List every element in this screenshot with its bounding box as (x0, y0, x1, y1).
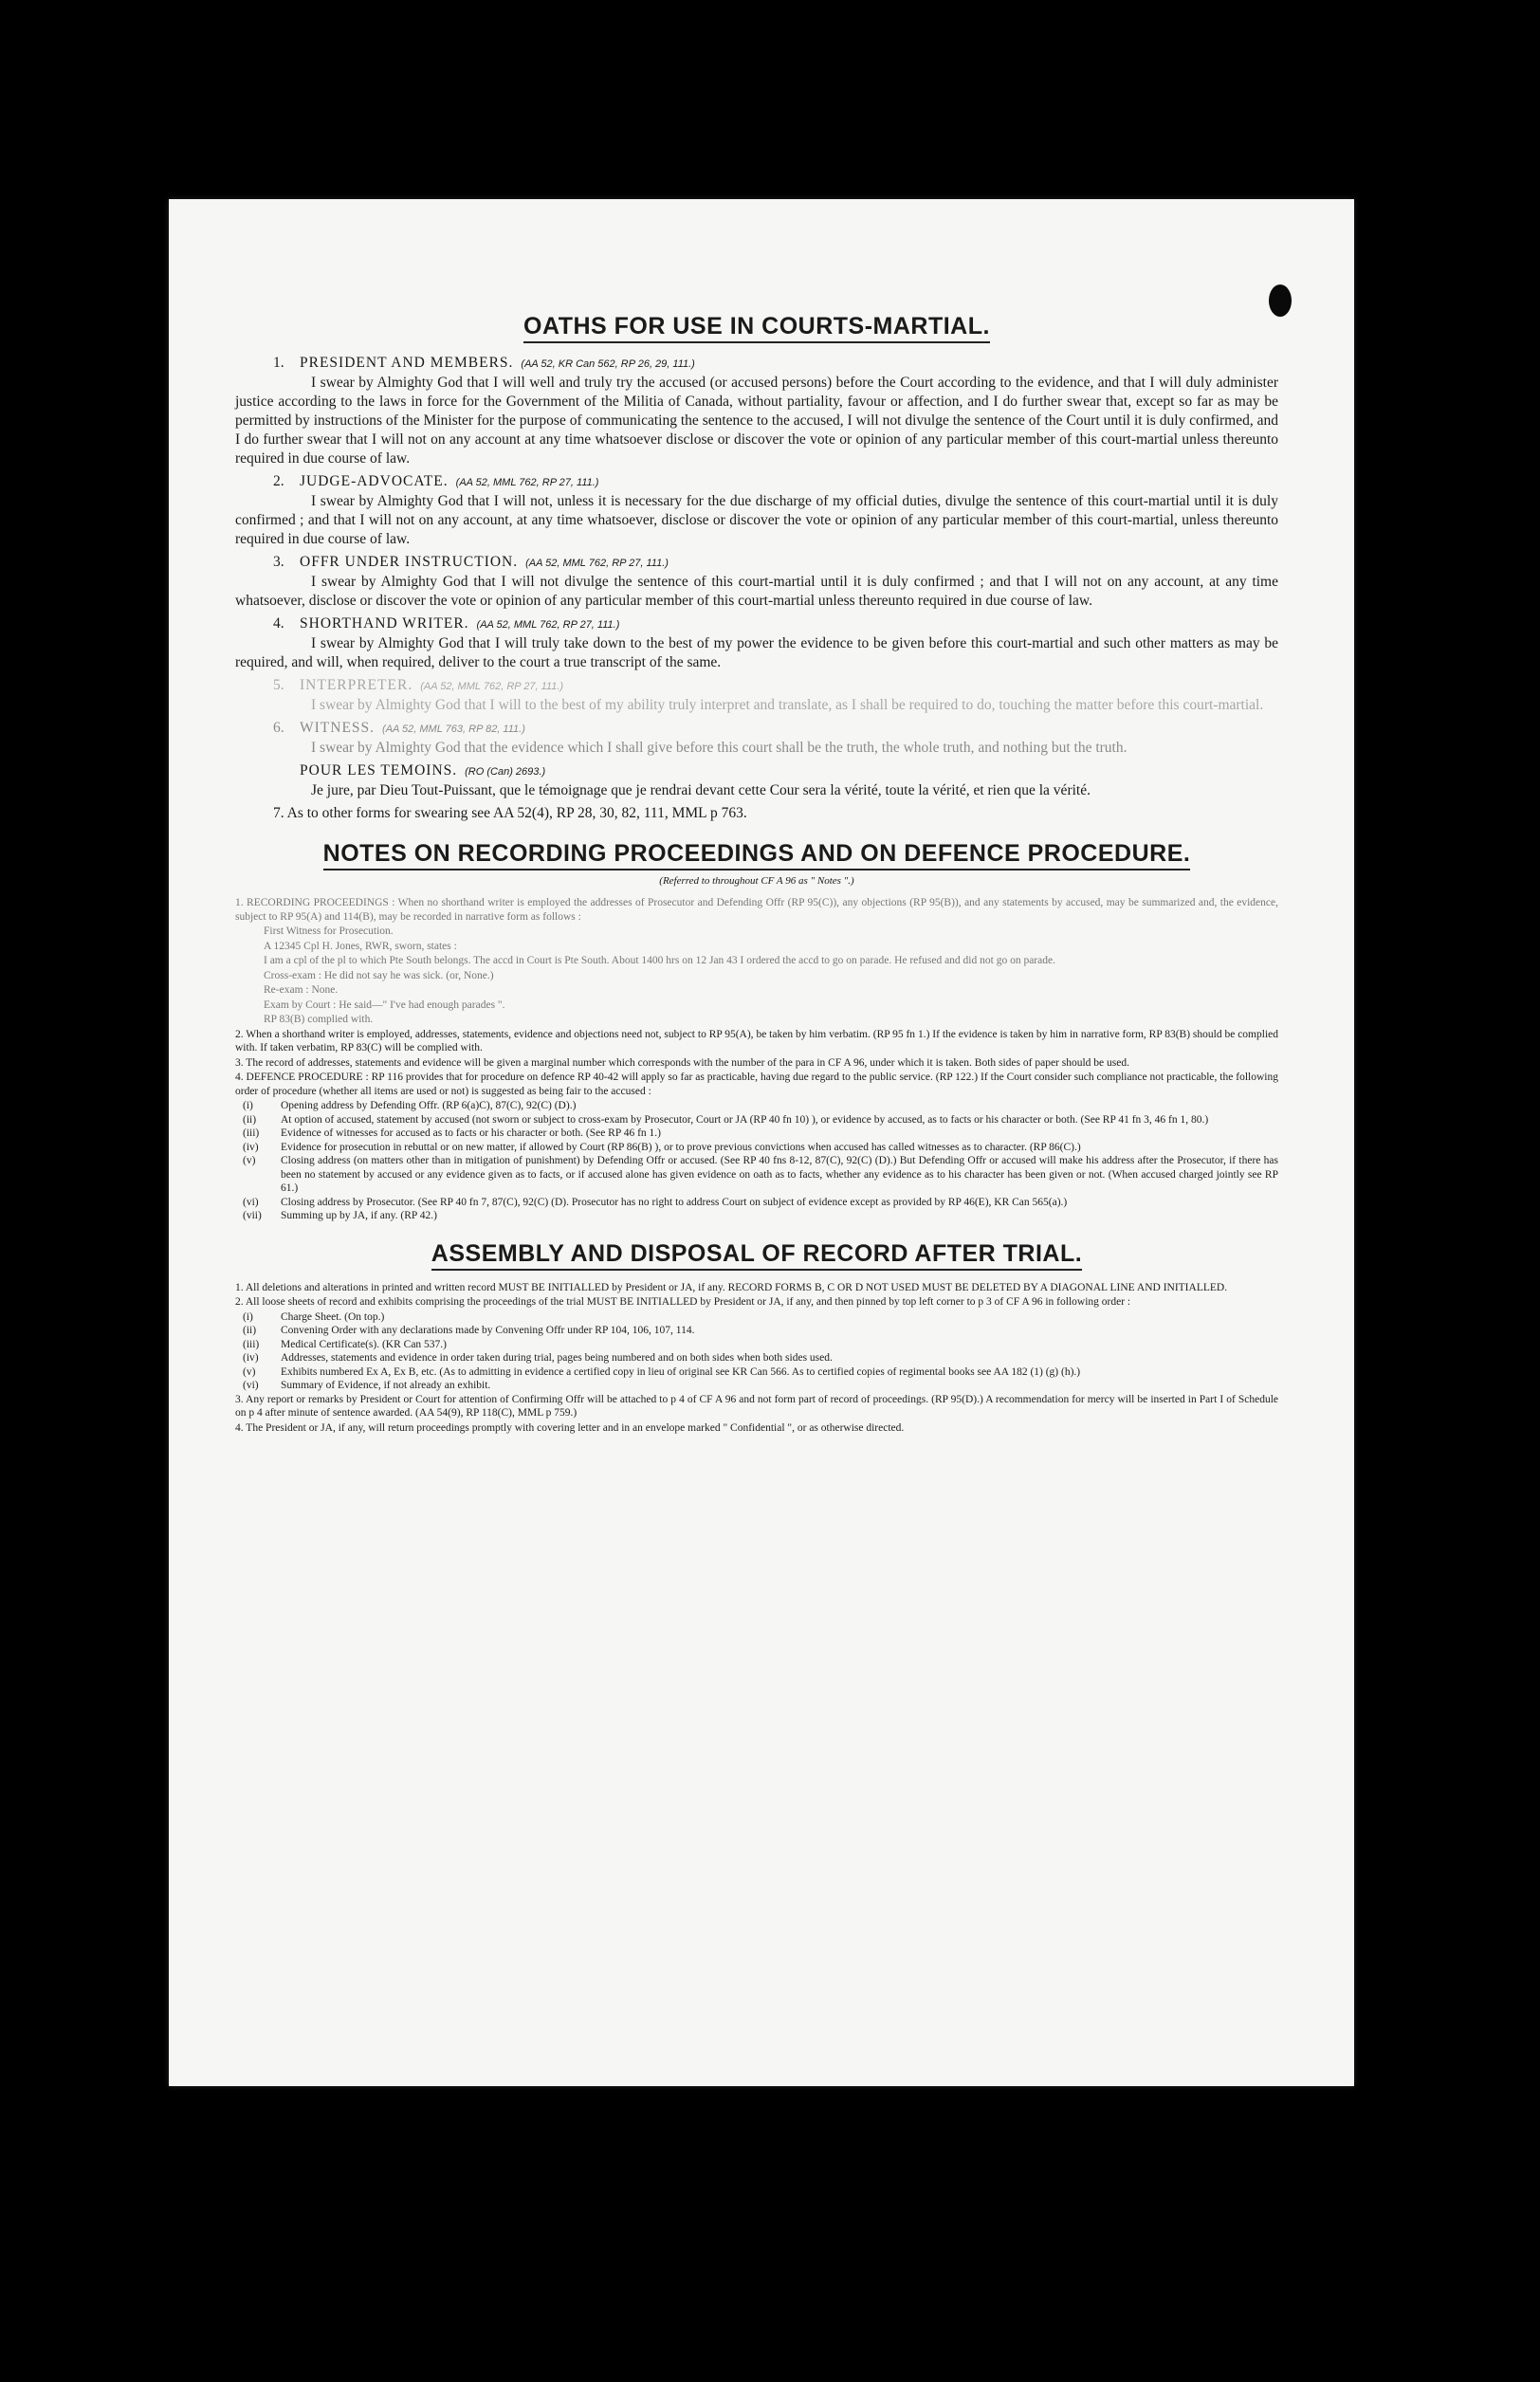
notes-section (235, 896, 1278, 1223)
oath-number: 5. (273, 677, 284, 693)
example-line: I am a cpl of the pl to which Pte South belongs. The accd in Court is Pte South. About 1400 hrs on 12 Jan 43 I ordered the accd to go on parade. He refused and did not go on parade. (264, 955, 1055, 966)
notes-title: NOTES ON RECORDING PROCEEDINGS AND ON DEFENCE PROCEDURE. (235, 840, 1278, 868)
oath-reference: (AA 52, MML 762, RP 27, 111.) (476, 619, 620, 631)
assembly-paragraph-2: 2. All loose sheets of record and exhibits comprising the proceedings of the trial MUST BE INITIALLED by President or JA, if any, and then pinned by top left corner to p 3 of CF A 96 in following order : (235, 1296, 1131, 1308)
oath-number: 4. (273, 615, 284, 632)
oath-title: SHORTHAND WRITER. (300, 615, 469, 632)
list-item: (v) Closing address (on matters other than in mitigation of punishment) by Defending Offr or accused. (See RP 40 fns 8-12, 87(C), 92(C) (D).) But Defending Offr or accused will make his address after the Prosecutor, if there has been no statement by accused or any evidence given as to facts, or if accused alone has given evidence on oath as to facts, whether any evidence as to his character has been given or not. (When accused charged jointly see RP 61.) (243, 1155, 1278, 1194)
oath-reference: (AA 52, MML 762, RP 27, 111.) (455, 477, 599, 488)
oath-number: 1. (273, 355, 284, 371)
page-content (235, 313, 1278, 1436)
oath-4 (235, 614, 1278, 672)
oath-text: I swear by Almighty God that I will truly take down to the best of my power the evidence to be given before this court-martial and such other matters as may be required, and will, when required, deliver to the court a true transcript of the same. (235, 635, 1278, 670)
list-item: (ii) Convening Order with any declarations made by Convening Offr under RP 104, 106, 107, 114. (243, 1325, 695, 1336)
assembly-paragraph-4: 4. The President or JA, if any, will return proceedings promptly with covering letter and in an envelope marked " Confidential ", or as otherwise directed. (235, 1421, 905, 1434)
oath-title: INTERPRETER. (300, 677, 413, 693)
oath-title: PRESIDENT AND MEMBERS. (300, 355, 514, 371)
list-item: (vi) Closing address by Prosecutor. (See RP 40 fn 7, 87(C), 92(C) (D). Prosecutor has no right to address Court on subject of evidence except as provided by RP 46(E), KR Can 565(a).) (243, 1196, 1068, 1208)
oath-3 (235, 553, 1278, 611)
example-line: RP 83(B) complied with. (264, 1014, 374, 1025)
oath-title: POUR LES TEMOINS. (300, 762, 458, 779)
assembly-paragraph-3: 3. Any report or remarks by President or Court for attention of Confirming Offr will be attached to p 4 of CF A 96 and not form part of record of proceedings. (RP 95(D).) A recommendation for mercy will be inserted in Part I of Schedule on p 4 after minute of sentence awarded. (AA 54(9), RP 118(C), MML p 759.) (235, 1393, 1278, 1419)
other-forms-note: 7. As to other forms for swearing see AA 52(4), RP 28, 30, 82, 111, MML p 763. (273, 805, 747, 821)
notes-paragraph-3: 3. The record of addresses, statements and evidence will be given a marginal number which corresponds with the number of the para in CF A 96, under which it is taken. Both sides of paper should be used. (235, 1056, 1129, 1069)
oath-text: I swear by Almighty God that I will well and truly try the accused (or accused persons) before the Court according to the evidence, and that I will duly administer justice according to the laws in force for the Government of the Militia of Canada, without partiality, favour or affection, and I do further swear that, except so far as may be permitted by instructions of the Minister for the purpose of communicating the sentence to the accused, I will not divulge the sentence of the Court until it is duly confirmed, and I do further swear that I will not on any account at any time whatsoever disclose or discover the vote or opinion of any particular member of this court-martial unless thereunto required in due course of law. (235, 375, 1278, 467)
list-item: (v) Exhibits numbered Ex A, Ex B, etc. (As to admitting in evidence a certified copy in lieu of original see KR Can 566. As to certified copies of regimental books see AA 182 (1) (g) (h).) (243, 1365, 1081, 1378)
list-item: (vii) Summing up by JA, if any. (RP 42.) (243, 1210, 437, 1221)
oath-title: JUDGE-ADVOCATE. (300, 473, 449, 489)
oath-1 (235, 354, 1278, 468)
oath-5 (235, 676, 1278, 715)
list-item: (i) Opening address by Defending Offr. (RP 6(a)C), 87(C), 92(C) (D).) (243, 1100, 577, 1111)
list-item: (vi) Summary of Evidence, if not already an exhibit. (243, 1380, 491, 1391)
oath-french (235, 761, 1278, 800)
example-line: A 12345 Cpl H. Jones, RWR, sworn, states : (264, 940, 457, 952)
list-item: (i) Charge Sheet. (On top.) (243, 1310, 385, 1323)
list-item: (iv) Evidence for prosecution in rebuttal or on new matter, if allowed by Court (RP 86(B) ), or to prove previous convictions when accused has called witnesses as to character. (RP 86(C).) (243, 1141, 1081, 1153)
example-line: Re-exam : None. (264, 984, 339, 996)
oath-text: Je jure, par Dieu Tout-Puissant, que le témoignage que je rendrai devant cette Cour sera la vérité, toute la vérité, et rien que la vérité. (311, 782, 1091, 798)
notes-subtitle: (Referred to throughout CF A 96 as " Notes ".) (659, 875, 854, 887)
notes-paragraph-1: 1. RECORDING PROCEEDINGS : When no shorthand writer is employed the addresses of Prosecutor and Defending Offr (RP 95(C)), any objections (RP 95(B)), and any statements by accused, may be summarized and, the evidence, subject to RP 95(A) and 114(B), may be recorded in narrative form as follows : (235, 897, 1278, 923)
oath-text: I swear by Almighty God that I will not, unless it is necessary for the due discharge of my official duties, divulge the sentence of this court-martial until it is duly confirmed ; and that I will not on any account, at any time whatsoever, disclose or discover the vote or opinion of any particular member of this court-martial, unless thereunto required in due course of law. (235, 493, 1278, 547)
assembly-paragraph-1: 1. All deletions and alterations in printed and written record MUST BE INITIALLED by President or JA, if any. RECORD FORMS B, C OR D NOT USED MUST BE DELETED BY A DIAGONAL LINE AND INITIALLED. (235, 1281, 1228, 1293)
list-item: (iii) Evidence of witnesses for accused as to facts or his character or both. (See RP 46 fn 1.) (243, 1127, 661, 1139)
oath-number: 2. (273, 473, 284, 489)
notes-paragraph-4: 4. DEFENCE PROCEDURE : RP 116 provides that for procedure on defence RP 40-42 will apply so far as practicable, having due regard to the public service. (RP 122.) If the Court consider such compliance not practicable, the following order of procedure (whether all items are used or not) is suggested as being fair to the accused : (235, 1072, 1278, 1097)
oath-number: 3. (273, 554, 284, 570)
assembly-section (235, 1281, 1278, 1436)
oath-number: 6. (273, 720, 284, 736)
assembly-order-list (235, 1310, 1278, 1393)
example-line: Cross-exam : He did not say he was sick. (or, None.) (264, 969, 494, 981)
oath-reference: (RO (Can) 2693.) (465, 766, 546, 778)
oath-text: I swear by Almighty God that I will not divulge the sentence of this court-martial until it is duly confirmed ; and that I will not on any account, at any time whatsoever, disclose or discover the vote or opinion of any particular member of this court-martial unless thereunto required in due course of law. (235, 574, 1278, 609)
oath-text: I swear by Almighty God that I will to the best of my ability truly interpret and translate, as I shall be required to do, touching the matter before this court-martial. (311, 697, 1264, 713)
punch-hole (1269, 284, 1292, 317)
oaths-title: OATHS FOR USE IN COURTS-MARTIAL. (235, 313, 1278, 340)
oath-reference: (AA 52, MML 762, RP 27, 111.) (420, 681, 564, 692)
notes-paragraph-2: 2. When a shorthand writer is employed, addresses, statements, evidence and objections need not, subject to RP 95(A), be taken by him verbatim. (RP 95 fn 1.) If the evidence is taken by him in narrative form, RP 83(B) should be complied with. If taken verbatim, RP 83(C) will be complied with. (235, 1028, 1278, 1054)
defence-procedure-list (235, 1099, 1278, 1223)
assembly-title: ASSEMBLY AND DISPOSAL OF RECORD AFTER TRIAL. (235, 1240, 1278, 1268)
oath-title: WITNESS. (300, 720, 376, 736)
oath-reference: (AA 52, KR Can 562, RP 26, 29, 111.) (521, 358, 695, 370)
example-line: First Witness for Prosecution. (264, 925, 394, 937)
oath-text: I swear by Almighty God that the evidence which I shall give before this court shall be the truth, the whole truth, and nothing but the truth. (311, 740, 1128, 756)
oath-reference: (AA 52, MML 762, RP 27, 111.) (525, 558, 669, 569)
list-item: (iii) Medical Certificate(s). (KR Can 537.) (243, 1338, 447, 1350)
oath-2 (235, 472, 1278, 549)
list-item: (ii) At option of accused, statement by accused (not sworn or subject to cross-exam by Prosecutor, Court or JA (RP 40 fn 10) ), or evidence by accused, as to facts or his character or both. (See RP 41 fn 3, 46 fn 1, 80.) (243, 1113, 1209, 1126)
oath-title: OFFR UNDER INSTRUCTION. (300, 554, 519, 570)
list-item: (iv) Addresses, statements and evidence in order taken during trial, pages being numbered and on both sides when both sides used. (243, 1352, 833, 1364)
oath-6 (235, 719, 1278, 758)
document-page (169, 199, 1354, 2086)
example-line: Exam by Court : He said—" I've had enough parades ". (264, 999, 505, 1011)
oath-reference: (AA 52, MML 763, RP 82, 111.) (382, 724, 525, 735)
